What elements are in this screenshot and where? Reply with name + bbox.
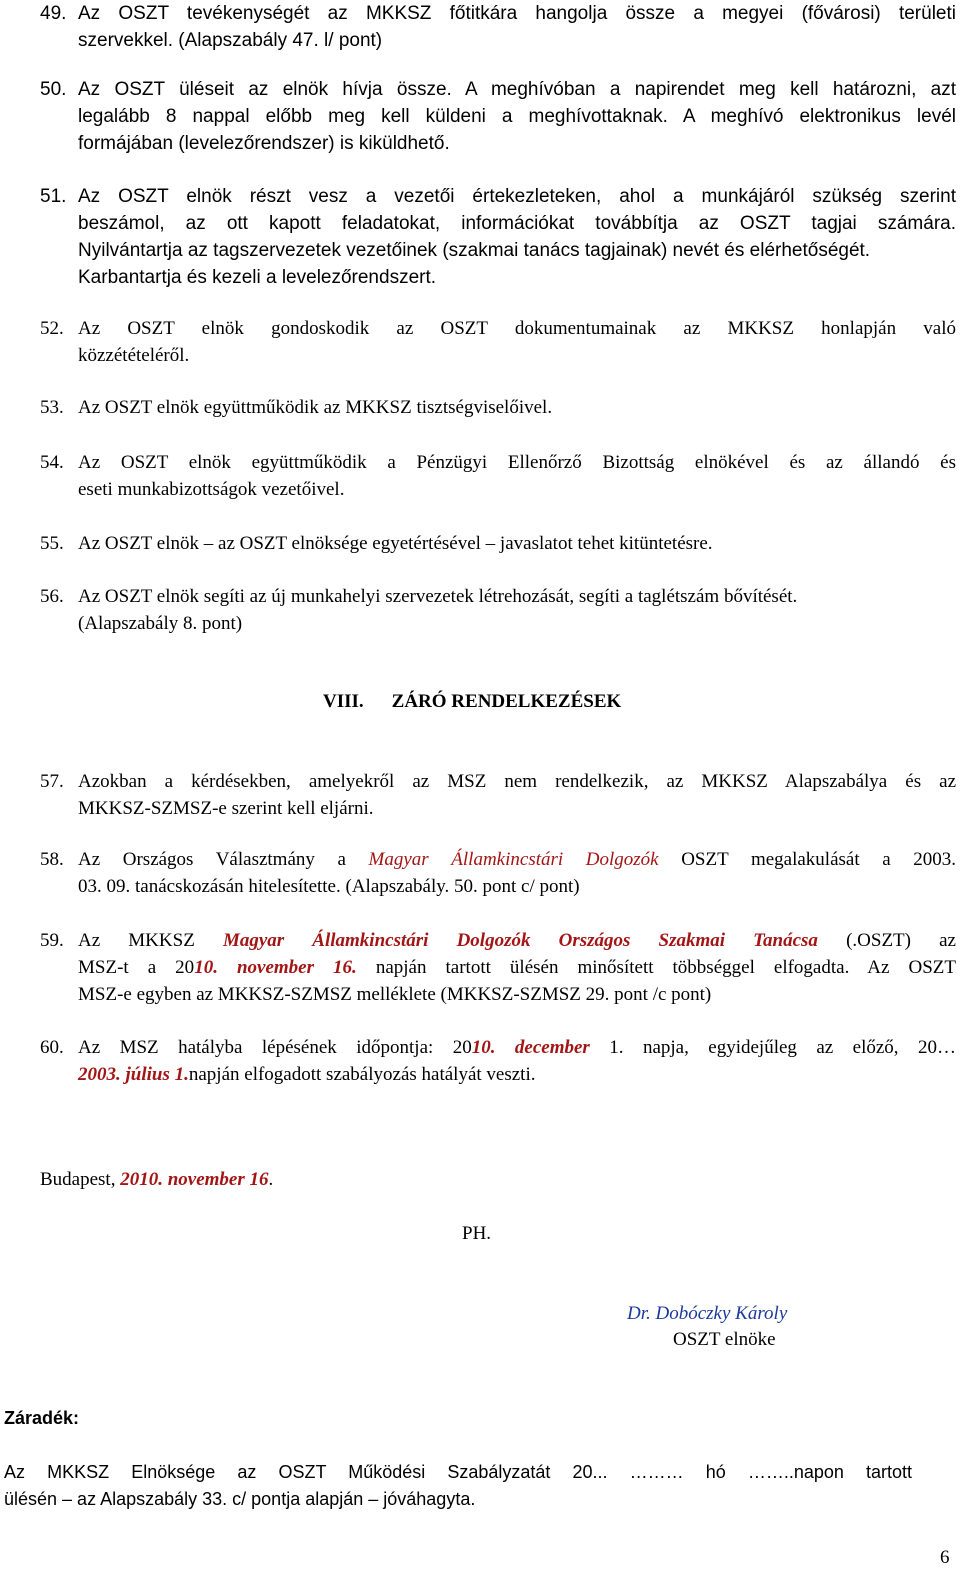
item-57	[40, 768, 956, 822]
item-text: Nyilvántartja az tagszervezetek vezetőinek (szakmai tanács tagjainak) nevét és elérhetőségét.	[78, 240, 871, 261]
item-58	[40, 846, 956, 900]
item-number: 56.	[40, 586, 64, 607]
item-number: 52.	[40, 318, 64, 339]
page-number: 6	[940, 1547, 950, 1568]
item-text: formájában (levelezőrendszer) is kiküldhető.	[78, 133, 450, 154]
section-number: VIII.	[323, 691, 364, 712]
highlighted-date: 2003. július 1.	[78, 1064, 189, 1085]
highlighted-date: 10. december	[471, 1037, 590, 1058]
item-number: 57.	[40, 771, 64, 792]
item-49	[40, 0, 956, 54]
highlighted-date: 10. november 16.	[194, 957, 357, 978]
item-54	[40, 449, 956, 503]
item-text: Az OSZT üléseit az elnök hívja össze. A meghívóban a napirendet meg kell határozni, azt	[78, 79, 956, 100]
item-text: MKKSZ-SZMSZ-e szerint kell eljárni.	[78, 798, 374, 819]
item-text: legalább 8 nappal előbb meg kell küldeni a meghívottaknak. A meghívó elektronikus levél	[78, 106, 956, 127]
item-text: (.OSZT) az	[817, 930, 956, 951]
item-number: 54.	[40, 452, 64, 473]
place-date	[40, 1166, 273, 1193]
place: Budapest,	[40, 1169, 121, 1190]
item-number: 59.	[40, 930, 64, 951]
item-text: Az OSZT elnök – az OSZT elnöksége egyetértésével – javaslatot tehet kitüntetésre.	[78, 533, 713, 554]
highlighted-name: Magyar Államkincstári Dolgozók Országos Szakmai Tanácsa	[222, 930, 818, 951]
item-text: OSZT megalakulását a 2003.	[658, 849, 957, 870]
item-number: 49.	[40, 3, 67, 24]
item-text: 03. 09. tanácskozásán hitelesítette. (Alapszabály. 50. pont c/ pont)	[78, 876, 580, 897]
item-text: beszámol, az ott kapott feladatokat, információkat továbbítja az OSZT tagjai számára.	[78, 213, 956, 234]
signatory-name: Dr. Dobóczky Károly	[627, 1303, 788, 1324]
item-number: 58.	[40, 849, 64, 870]
item-text: Az OSZT elnök részt vesz a vezetői értekezleteken, ahol a munkájáról szükség szerint	[78, 186, 956, 207]
item-text: Az OSZT elnök együttműködik az MKKSZ tisztségviselőivel.	[78, 397, 553, 418]
item-text: közzétételéről.	[78, 345, 190, 366]
item-number: 51.	[40, 186, 67, 207]
item-text: MSZ-e egyben az MKKSZ-SZMSZ melléklete (MKKSZ-SZMSZ 29. pont /c pont)	[78, 984, 712, 1005]
item-56	[40, 583, 956, 637]
stamp-placeholder: PH.	[462, 1223, 492, 1244]
item-text: Az OSZT elnök gondoskodik az OSZT dokumentumainak az MKKSZ honlapján való	[78, 318, 956, 339]
item-number: 53.	[40, 397, 64, 418]
item-text: Az OSZT elnök segíti az új munkahelyi szervezetek létrehozását, segíti a taglétszám bővítését.	[78, 586, 798, 607]
section-title: ZÁRÓ RENDELKEZÉSEK	[391, 691, 622, 712]
item-text: Az OSZT elnök együttműködik a Pénzügyi Ellenőrző Bizottság elnökével és az állandó és	[78, 452, 956, 473]
section-heading	[323, 688, 621, 715]
signatory-role: OSZT elnöke	[673, 1329, 776, 1350]
item-text: Az MSZ hatályba lépésének időpontja: 20	[78, 1037, 472, 1058]
item-number: 60.	[40, 1037, 64, 1058]
item-50	[40, 76, 956, 157]
item-text: eseti munkabizottságok vezetőivel.	[78, 479, 345, 500]
item-text: szervekkel. (Alapszabály 47. l/ pont)	[78, 30, 383, 51]
item-60	[40, 1034, 956, 1088]
clause-body	[4, 1459, 916, 1513]
item-number: 55.	[40, 533, 64, 554]
item-text: 1. napja, egyidejűleg az előző, 20…	[589, 1037, 956, 1058]
item-text: napján tartott ülésén minősített többséggel elfogadta. Az OSZT	[356, 957, 956, 978]
clause-title: Záradék:	[4, 1408, 80, 1428]
clause-line: Az MKKSZ Elnöksége az OSZT Működési Szabályzatát 20... ……… hó ……..napon tartott	[4, 1462, 912, 1482]
item-53	[40, 394, 956, 421]
item-text: Karbantartja és kezeli a levelezőrendszert.	[78, 267, 437, 288]
item-text: napján elfogadott szabályozás hatályát veszti.	[188, 1064, 536, 1085]
item-text: (Alapszabály 8. pont)	[78, 613, 243, 634]
item-text: MSZ-t a 20	[78, 957, 195, 978]
item-text: Az Országos Választmány a	[78, 849, 369, 870]
signature-date: 2010. november 16	[120, 1169, 269, 1190]
item-52	[40, 315, 956, 369]
item-text: Az MKKSZ	[78, 930, 223, 951]
item-55	[40, 530, 956, 557]
item-59	[40, 927, 956, 1008]
clause-line: ülésén – az Alapszabály 33. c/ pontja alapján – jóváhagyta.	[4, 1489, 476, 1509]
highlighted-name: Magyar Államkincstári Dolgozók	[368, 849, 659, 870]
item-51	[40, 183, 956, 291]
item-text: Azokban a kérdésekben, amelyekről az MSZ nem rendelkezik, az MKKSZ Alapszabálya és az	[78, 771, 956, 792]
item-number: 50.	[40, 79, 67, 100]
item-text: Az OSZT tevékenységét az MKKSZ főtitkára hangolja össze a megyei (fővárosi) területi	[78, 3, 956, 24]
date-end: .	[268, 1169, 274, 1190]
